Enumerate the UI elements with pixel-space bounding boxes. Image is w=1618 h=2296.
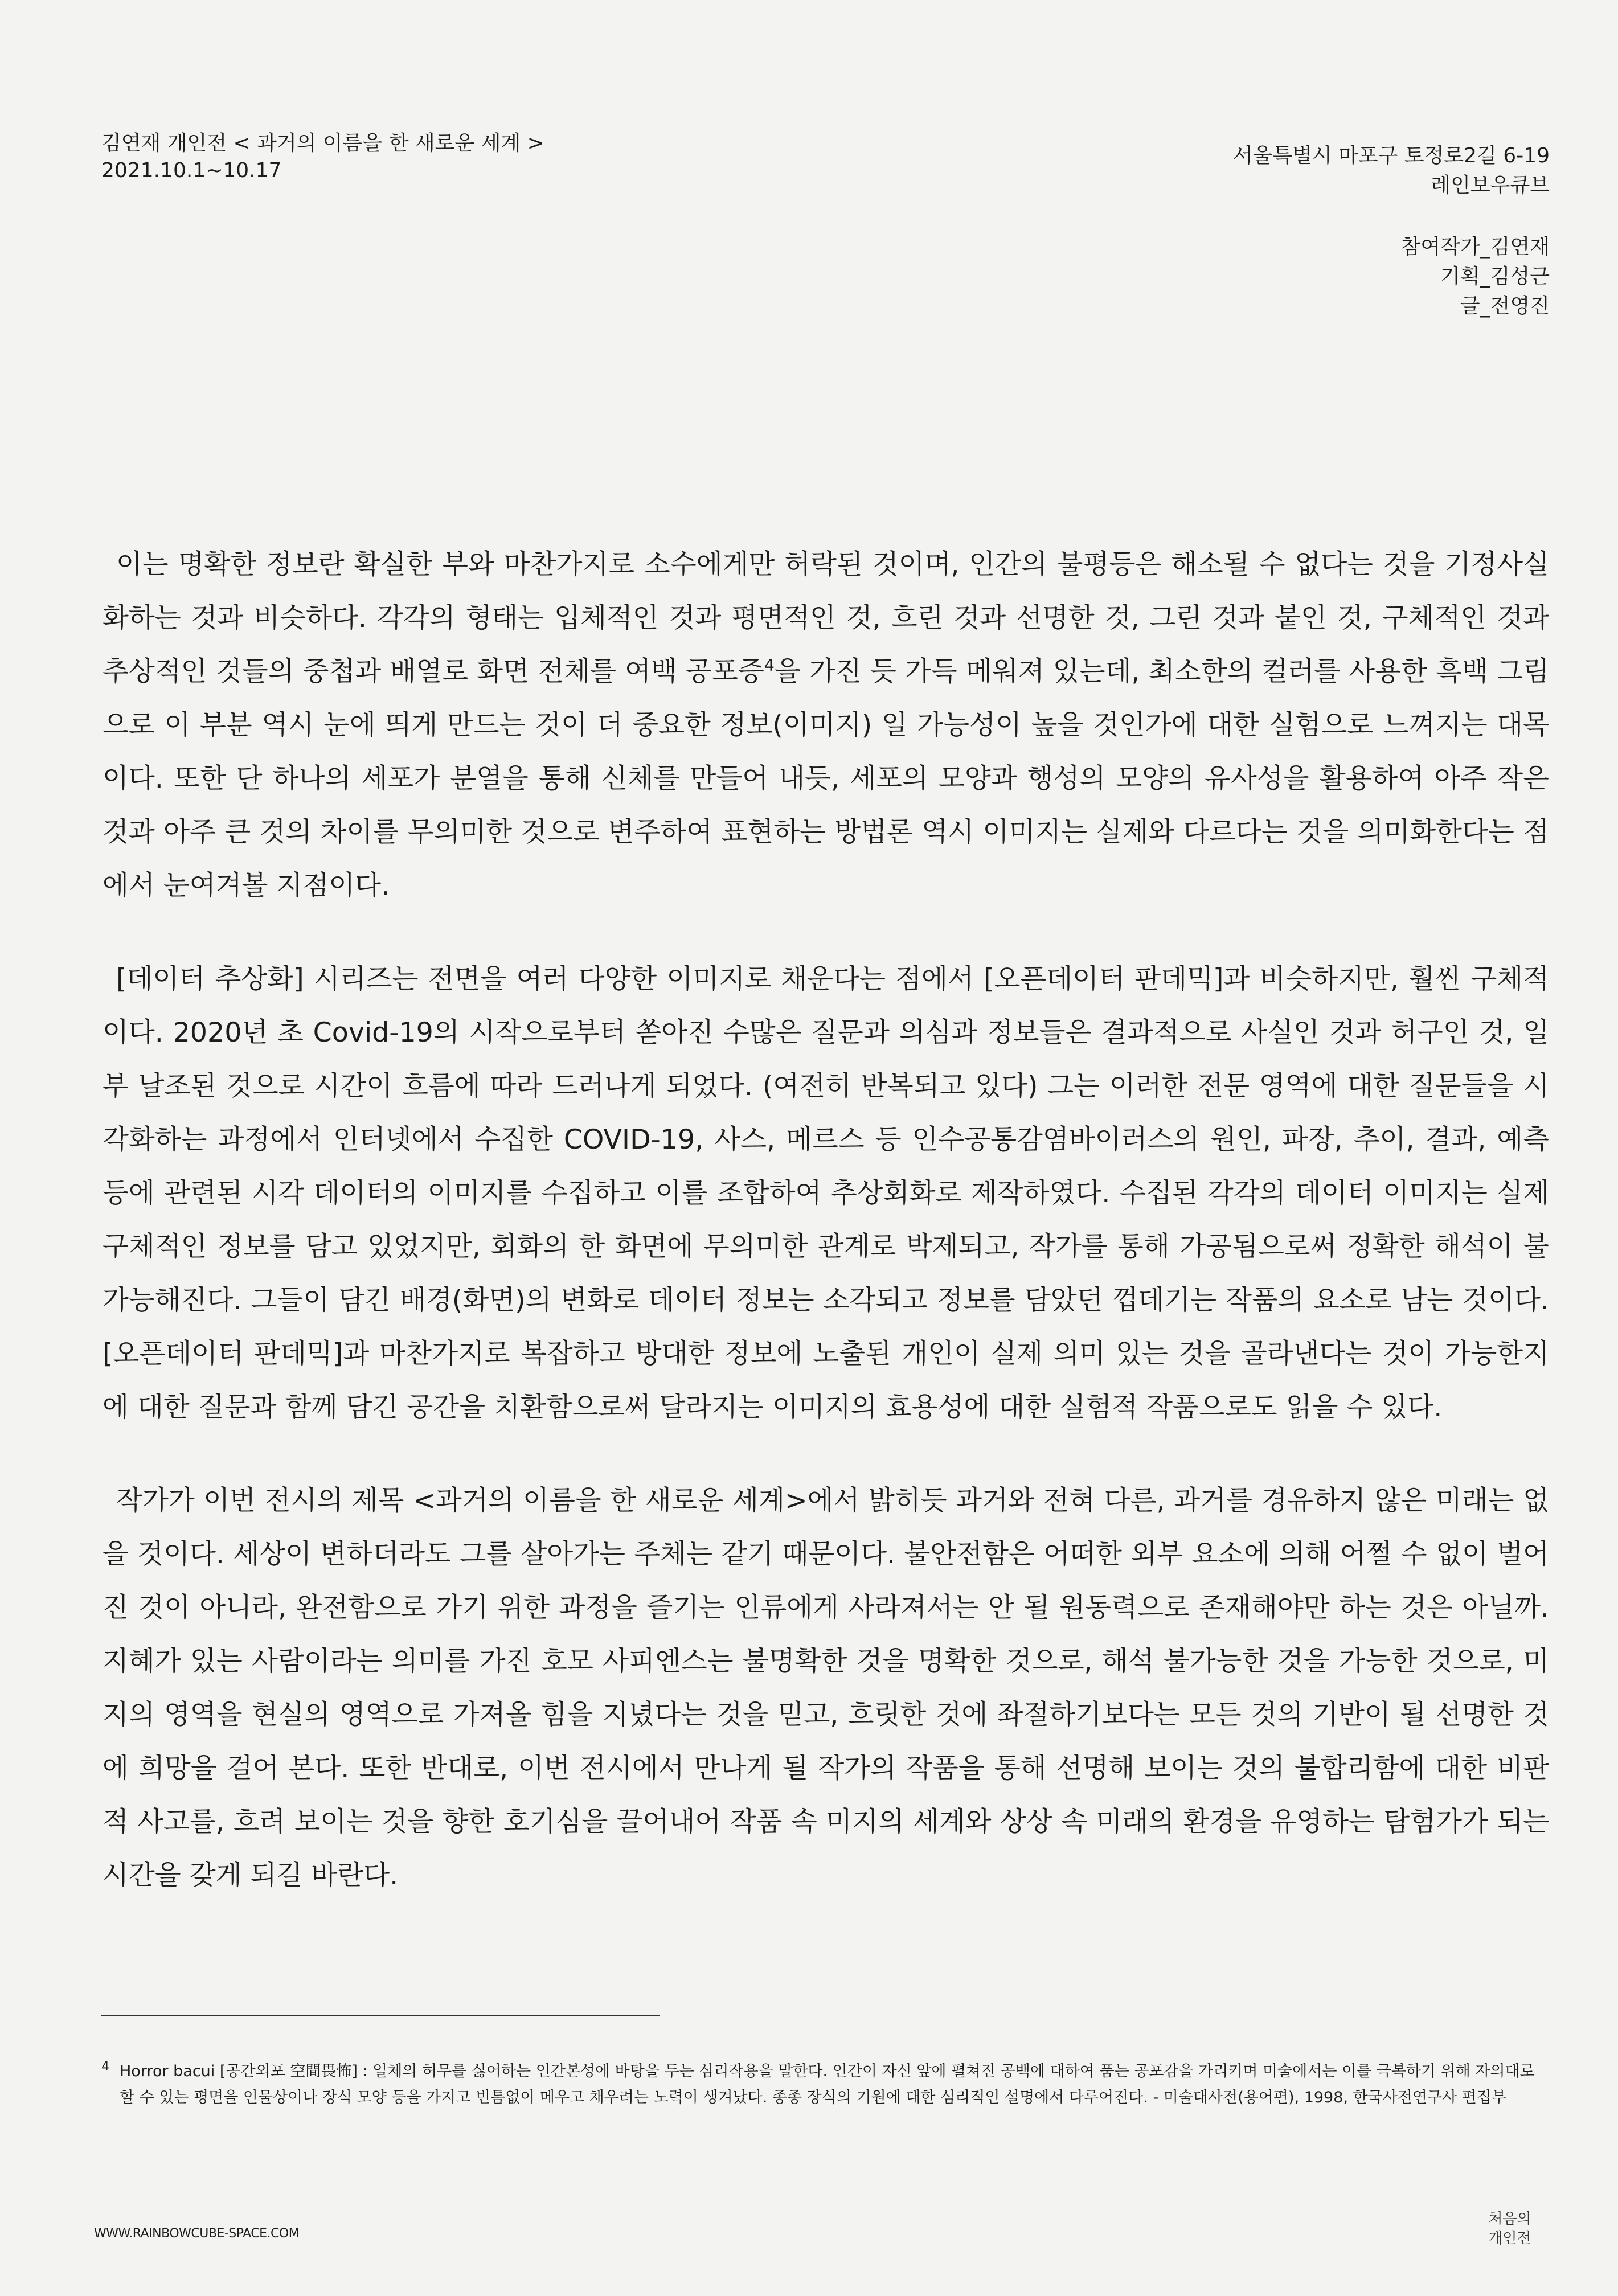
paragraph-3: 작가가 이번 전시의 제목 <과거의 이름을 한 새로운 세계>에서 밝히듯 과거와 전혀 다른, 과거를 경유하지 않은 미래는 없을 것이다. 세상이 변하더라도 그를 살아가는 주체는 같기 때문이다. 불안전함은 어떠한 외부 요소에 의해 어쩔 수 없이 벌어진 것이 아니라, 완전함으로 가기 위한 과정을 즐기는 인류에게 사라져서는 안 될 원동력으로 존재해야만 하는 것은 아닐까. 지혜가 있는 사람이라는 의미를 가진 호모 사피엔스는 불명확한 것을 명확한 것으로, 해석 불가능한 것을 가능한 것으로, 미지의 영역을 현실의 영역으로 가져올 힘을 지녔다는 것을 믿고, 흐릿한 것에 좌절하기보다는 모든 것의 기반이 될 선명한 것에 희망을 걸어 본다. 또한 반대로, 이번 전시에서 만나게 될 작가의 작품을 통해 선명해 보이는 것의 불합리함에 대한 비판적 사고를, 흐려 보이는 것을 향한 호기심을 끌어내어 작품 속 미지의 세계와 상상 속 미래의 환경을 유영하는 탐험가가 되는 시간을 갖게 되길 바란다. <box>103 1485 1549 1891</box>
exhibition-title: 김연재 개인전 < 과거의 이름을 한 새로운 세계 > <box>101 132 544 155</box>
credits <box>1037 232 1550 321</box>
footer-url: WWW.RAINBOWCUBE-SPACE.COM <box>94 2227 300 2241</box>
footnote-text: Horror bacui [공간외포 空間畏怖] : 일체의 허무를 싫어하는 인간본성에 바탕을 두는 심리작용을 말한다. 인간이 자신 앞에 펼쳐진 공백에 대하여 품는 공포감을 가리키며 미술에서는 이를 극복하기 위해 자의대로 할 수 있는 평면을 인물상이나 장식 모양 등을 가지고 빈틈없이 메우고 채우려는 노력이 생겨났다. 종종 장식의 기원에 대한 심리적인 설명에서 다루어진다. - 미술대사전(용어편), 1998, 한국사전연구사 편집부 <box>120 2063 1535 2106</box>
footnote-divider <box>101 2015 660 2016</box>
paragraph-1: 이는 명확한 정보란 확실한 부와 마찬가지로 소수에게만 허락된 것이며, 인간의 불평등은 해소될 수 없다는 것을 기정사실화하는 것과 비슷하다. 각각의 형태는 입체적인 것과 평면적인 것, 흐린 것과 선명한 것, 그린 것과 붙인 것, 구체적인 것과 추상적인 것들의 중첩과 배열로 화면 전체를 여백 공포증$^4$을 가진 듯 가득 메워져 있는데, 최소한의 컬러를 사용한 흑백 그림으로 이 부분 역시 눈에 띄게 만드는 것이 더 중요한 정보(이미지) 일 가능성이 높을 것인가에 대한 실험으로 느껴지는 대목이다. 또한 단 하나의 세포가 분열을 통해 신체를 만들어 내듯, 세포의 모양과 행성의 모양의 유사성을 활용하여 아주 작은 것과 아주 큰 것의 차이를 무의미한 것으로 변주하여 표현하는 방법론 역시 이미지는 실제와 다르다는 것을 의미화한다는 점에서 눈여겨볼 지점이다. <box>103 549 1549 901</box>
exhibition-dates: 2021.10.1~10.17 <box>101 159 282 182</box>
credit-artist: 참여작가_김연재 <box>1400 235 1550 259</box>
footnote-ref: 4 <box>764 656 775 675</box>
credit-curator: 기획_김성근 <box>1440 265 1550 288</box>
footnote <box>101 2059 1548 2111</box>
venue-info <box>1037 141 1550 321</box>
essay-body <box>103 538 1549 1942</box>
exhibition-info <box>101 130 544 184</box>
paragraph-2: [데이터 추상화] 시리즈는 전면을 여러 다양한 이미지로 채운다는 점에서 [오픈데이터 판데믹]과 비슷하지만, 훨씬 구체적이다. 2020년 초 Covid-19의 시작으로부터 쏟아진 수많은 질문과 의심과 정보들은 결과적으로 사실인 것과 허구인 것, 일부 날조된 것으로 시간이 흐름에 따라 드러나게 되었다. (여전히 반복되고 있다) 그는 이러한 전문 영역에 대한 질문들을 시각화하는 과정에서 인터넷에서 수집한 COVID-19, 사스, 메르스 등 인수공통감염바이러스의 원인, 파장, 추이, 결과, 예측 등에 관련된 시각 데이터의 이미지를 수집하고 이를 조합하여 추상회화로 제작하였다. 수집된 각각의 데이터 이미지는 실제 구체적인 정보를 담고 있었지만, 회화의 한 화면에 무의미한 관계로 박제되고, 작가를 통해 가공됨으로써 정확한 해석이 불가능해진다. 그들이 담긴 배경(화면)의 변화로 데이터 정보는 소각되고 정보를 담았던 껍데기는 작품의 요소로 남는 것이다. [오픈데이터 판데믹]과 마찬가지로 복잡하고 방대한 정보에 노출된 개인이 실제 의미 있는 것을 골라낸다는 것이 가능한지에 대한 질문과 함께 담긴 공간을 치환함으로써 달라지는 이미지의 효용성에 대한 실험적 작품으로도 읽을 수 있다. <box>103 964 1549 1423</box>
corner-logo: 처음의 개인전 <box>1488 2211 1531 2247</box>
credit-writer: 글_전영진 <box>1460 294 1550 318</box>
footnote-number: 4 <box>101 2060 109 2074</box>
venue-address: 서울특별시 마포구 토정로2길 6-19 <box>1232 144 1550 167</box>
venue-name: 레인보우큐브 <box>1431 174 1550 197</box>
